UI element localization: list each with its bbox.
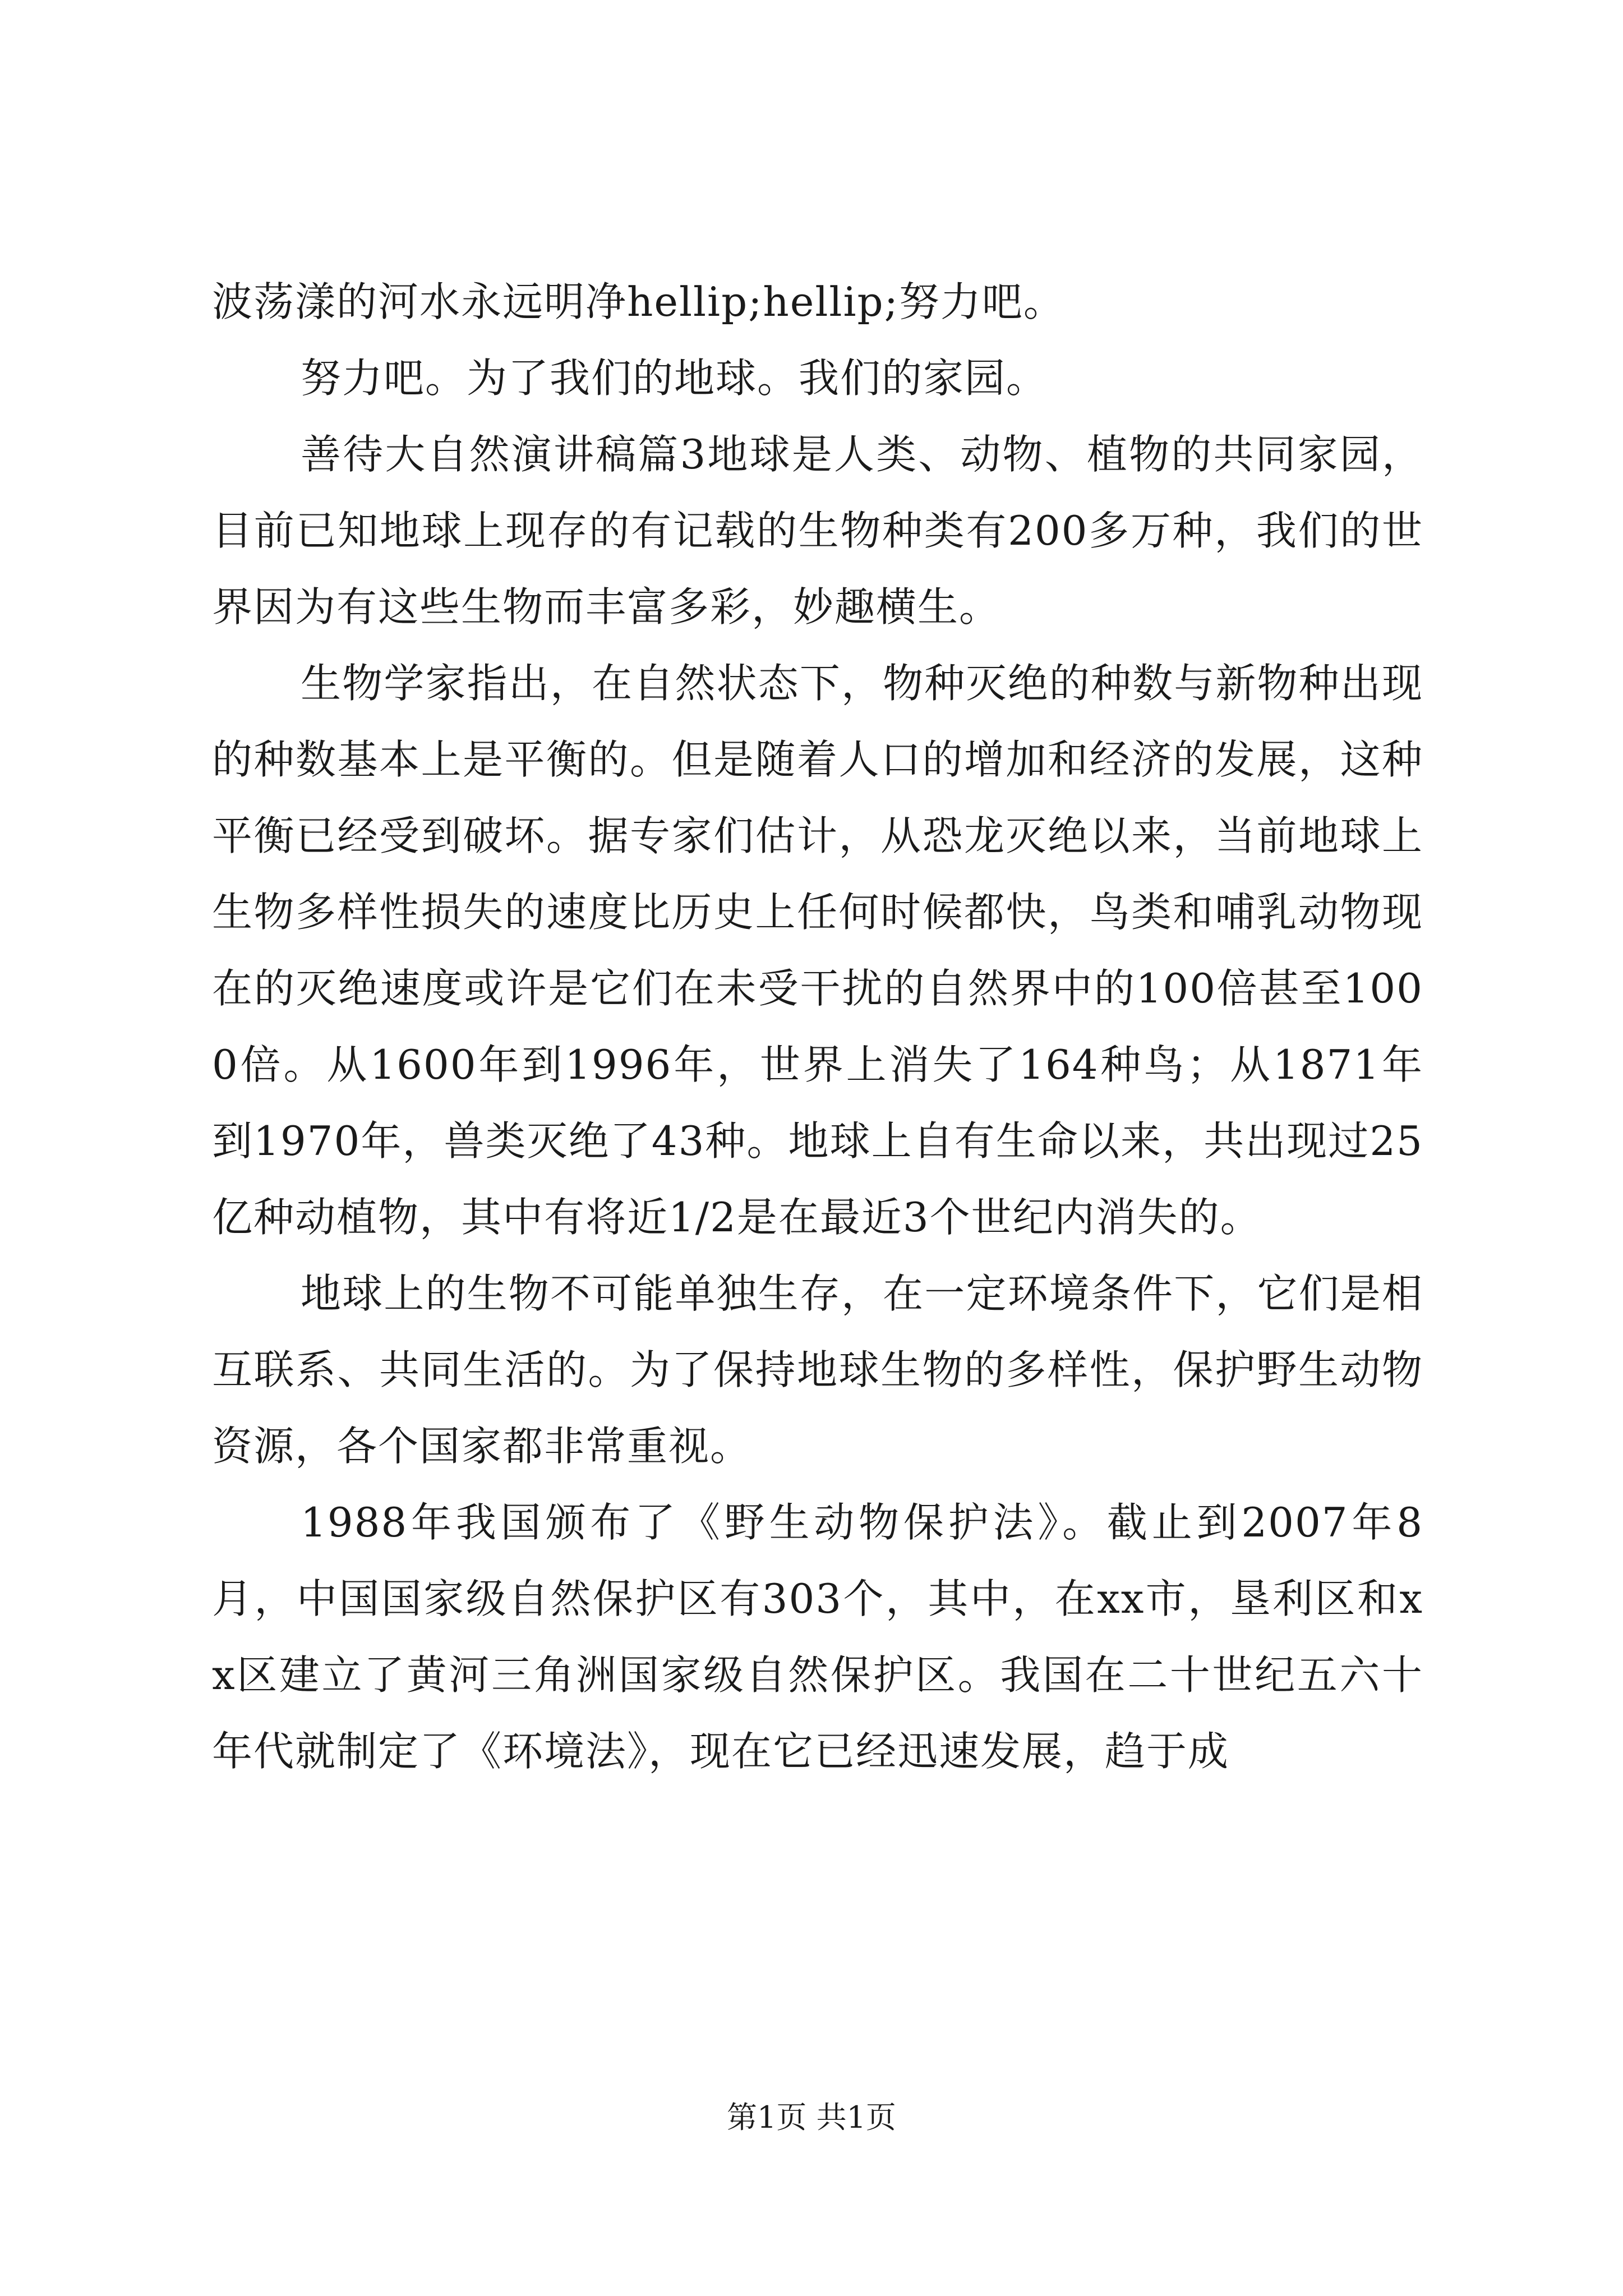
paragraph-extinction-facts: 生物学家指出，在自然状态下，物种灭绝的种数与新物种出现的种数基本上是平衡的。但是随着人口的增加和经济的发展，这种平衡已经受到破坏。据专家们估计，从恐龙灭绝以来，当前地球上生物多样性损失的速度比历史上任何时候都快，鸟类和哺乳动物现在的灭绝速度或许是它们在未受干扰的自然界中的100倍甚至1000倍。从1600年到1996年，世界上消失了164种鸟；从1871年到1970年，兽类灭绝了43种。地球上自有生命以来，共出现过25亿种动植物，其中有将近1/2是在最近3个世纪内消失的。	[212, 660, 1423, 1241]
paragraph-speech-intro: 善待大自然演讲稿篇3地球是人类、动物、植物的共同家园，目前已知地球上现存的有记载的生物种类有200多万种，我们的世界因为有这些生物而丰富多彩，妙趣横生。	[212, 431, 1423, 631]
document-body	[212, 264, 1423, 1789]
paragraph-continuation: 波荡漾的河水永远明净hellip;hellip;努力吧。	[212, 278, 1065, 325]
paragraph-interdependence: 地球上的生物不可能单独生存，在一定环境条件下，它们是相互联系、共同生活的。为了保持地球生物的多样性，保护野生动物资源，各个国家都非常重视。	[212, 1270, 1423, 1470]
paragraph-protection-laws: 1988年我国颁布了《野生动物保护法》。截止到2007年8月，中国国家级自然保护区有303个，其中，在xx市，垦利区和xx区建立了黄河三角洲国家级自然保护区。我国在二十世纪五六十年代就制定了《环境法》，现在它已经迅速发展，趋于成	[212, 1499, 1423, 1775]
page-number-footer: 第1页 共1页	[727, 2100, 896, 2135]
paragraph-call-to-action: 努力吧。为了我们的地球。我们的家园。	[301, 355, 1048, 402]
